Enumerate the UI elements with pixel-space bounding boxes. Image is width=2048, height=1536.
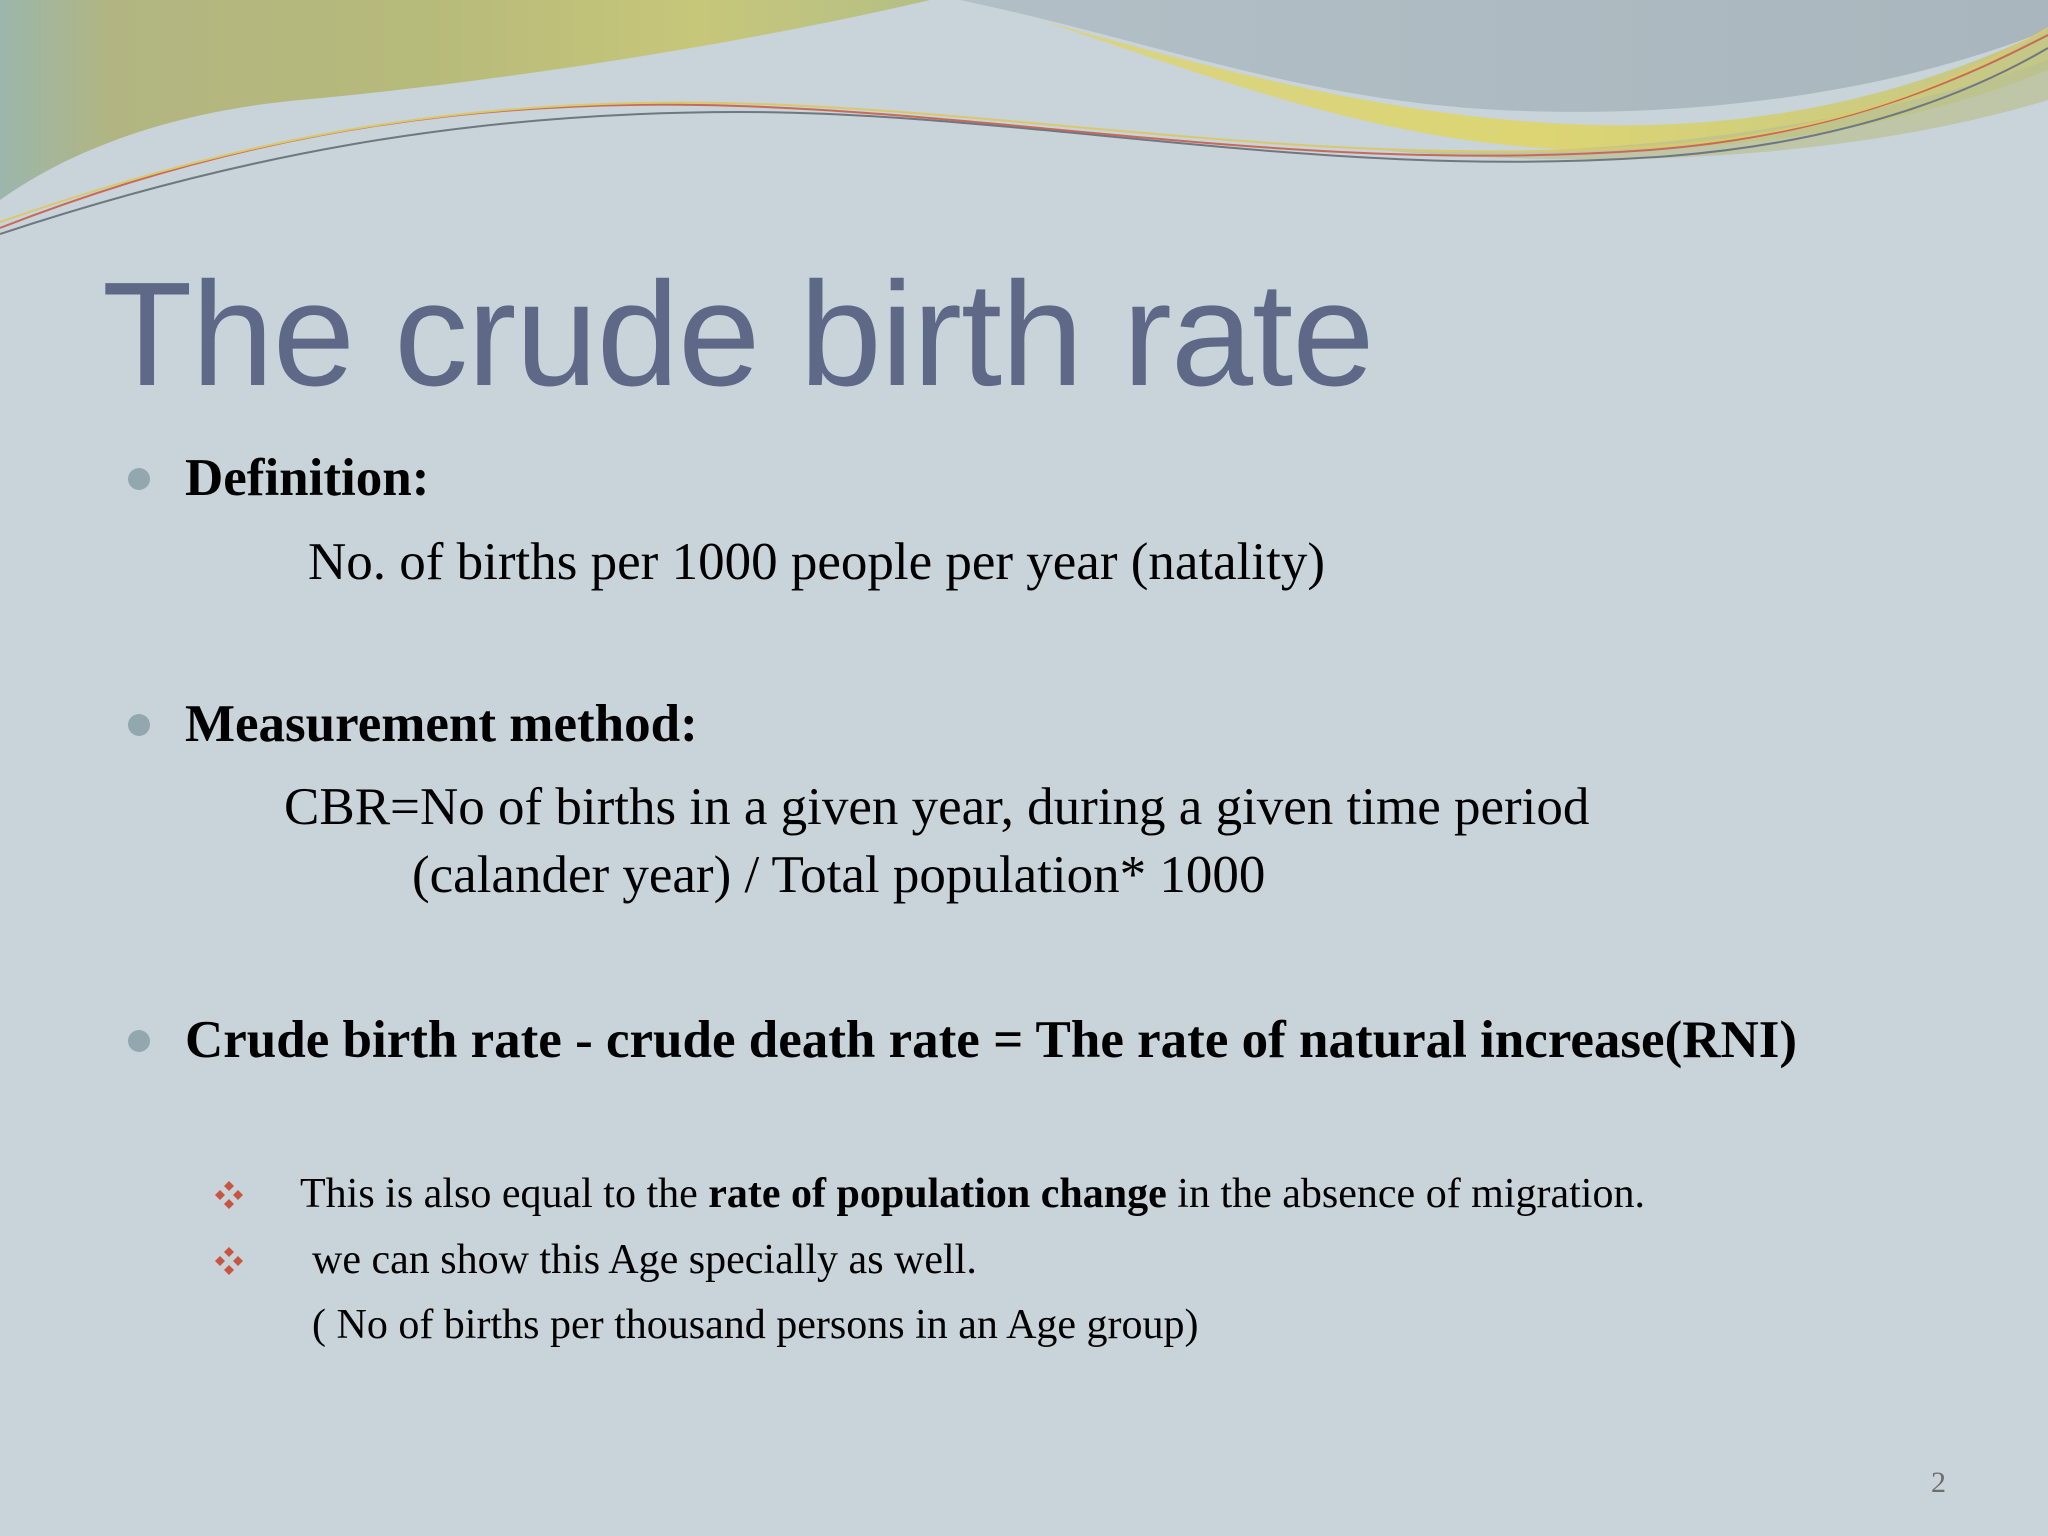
four-diamond-bullet-icon <box>214 1246 244 1276</box>
definition-text: No. of births per 1000 people per year (natality) <box>308 533 1325 591</box>
measurement-heading: Measurement method: <box>185 695 698 753</box>
slide-title: The crude birth rate <box>102 252 1374 417</box>
sub-bullet-age-specific: we can show this Age specially as well. <box>312 1237 977 1283</box>
page-number: 2 <box>1931 1466 1946 1499</box>
circle-bullet-icon <box>128 468 150 490</box>
sub-bullet-bold-term: rate of population change <box>708 1171 1167 1217</box>
measurement-formula-line1: CBR=No of births in a given year, during a given time period <box>284 778 1590 836</box>
sub-bullet-age-note: ( No of births per thousand persons in an Age group) <box>312 1302 1199 1348</box>
circle-bullet-icon <box>128 714 150 736</box>
sub-bullet-prefix: This is also equal to the <box>300 1171 709 1217</box>
measurement-formula-line2: (calander year) / Total population* 1000 <box>412 846 1266 904</box>
sub-bullet-population-change <box>300 1168 1645 1220</box>
circle-bullet-icon <box>128 1030 150 1052</box>
sub-bullet-suffix: in the absence of migration. <box>1166 1171 1645 1217</box>
four-diamond-bullet-icon <box>214 1180 244 1210</box>
definition-heading: Definition: <box>185 449 430 507</box>
rni-statement: Crude birth rate - crude death rate = The rate of natural increase(RNI) <box>185 1011 1798 1069</box>
header-swoosh-decoration <box>0 0 2048 240</box>
